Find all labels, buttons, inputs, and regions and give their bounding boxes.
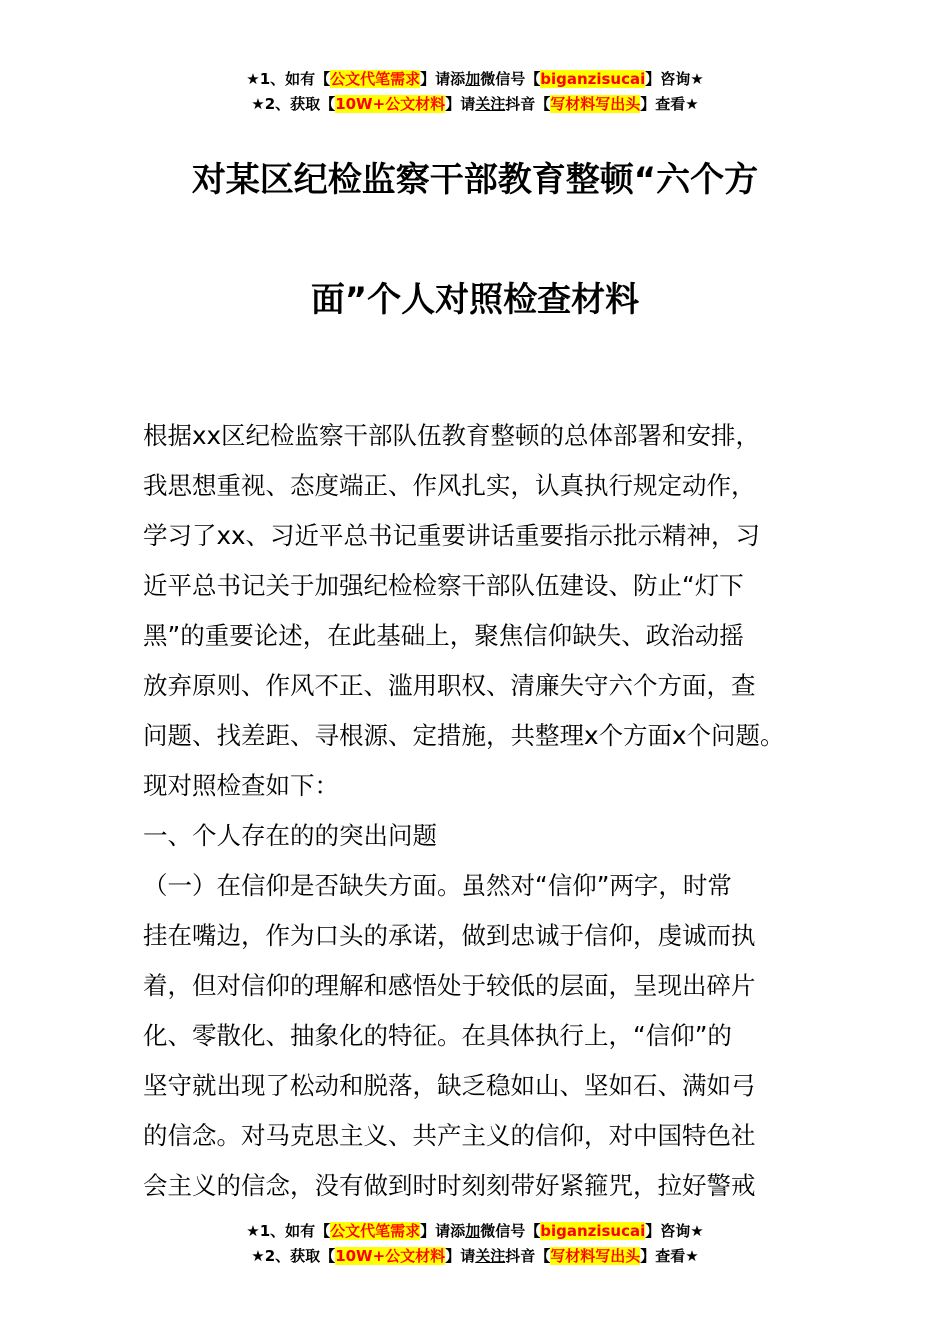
banner-text: 】查看★	[640, 95, 699, 113]
banner-line-1	[0, 1219, 950, 1244]
banner-line-2	[0, 92, 950, 117]
highlight-text: 写材料写出头	[550, 95, 641, 113]
banner-text: 微信号【	[480, 70, 541, 88]
section-heading: 一、个人存在的的突出问题	[143, 821, 437, 850]
document-title-line-1: 对某区纪检监察干部教育整顿“六个方	[191, 160, 759, 200]
highlight-text: 写材料写出头	[550, 1247, 641, 1265]
body-line: 现对照检查如下：	[143, 771, 339, 800]
footer-banner	[0, 1219, 950, 1269]
underlined-text: 加	[465, 1222, 481, 1240]
highlight-text: 10W+公文材料	[335, 1247, 446, 1265]
body-line: 会主义的信念，没有做到时时刻刻带好紧箍咒，拉好警戒	[143, 1171, 756, 1200]
body-line: （一）在信仰是否缺失方面。虽然对“信仰”两字，时常	[143, 871, 732, 900]
banner-text: ★2、获取【	[251, 1247, 336, 1265]
highlight-text: biganzisucai	[540, 70, 646, 88]
document-body	[143, 411, 843, 1211]
body-line: 近平总书记关于加强纪检检察干部队伍建设、防止“灯下	[143, 571, 744, 600]
body-line: 学习了xx、习近平总书记重要讲话重要指示批示精神，习	[143, 521, 760, 550]
body-line: 坚守就出现了松动和脱落，缺乏稳如山、坚如石、满如弓	[143, 1071, 756, 1100]
banner-text: 】查看★	[640, 1247, 699, 1265]
body-line: 放弃原则、作风不正、滥用职权、清廉失守六个方面，查	[143, 671, 756, 700]
underlined-text: 关注	[475, 95, 506, 113]
underlined-text: 关注	[475, 1247, 506, 1265]
highlight-text: 公文代笔需求	[330, 70, 421, 88]
body-line: 问题、找差距、寻根源、定措施，共整理x个方面x个问题。	[143, 721, 785, 750]
body-line: 黑”的重要论述，在此基础上，聚焦信仰缺失、政治动摇	[143, 621, 744, 650]
highlight-text: 公文代笔需求	[330, 1222, 421, 1240]
banner-text: 】请添	[420, 70, 466, 88]
banner-text: 】请	[445, 1247, 476, 1265]
banner-text: 微信号【	[480, 1222, 541, 1240]
banner-text: 抖音【	[505, 1247, 551, 1265]
banner-text: 】请	[445, 95, 476, 113]
highlight-text: 10W+公文材料	[335, 95, 446, 113]
banner-text: ★1、如有【	[246, 70, 331, 88]
banner-line-2	[0, 1244, 950, 1269]
body-line: 化、零散化、抽象化的特征。在具体执行上，“信仰”的	[143, 1021, 732, 1050]
document-title-line-2: 面”个人对照检查材料	[310, 280, 640, 320]
header-banner	[0, 67, 950, 117]
body-line: 的信念。对马克思主义、共产主义的信仰，对中国特色社	[143, 1121, 756, 1150]
highlight-text: biganzisucai	[540, 1222, 646, 1240]
banner-text: 】咨询★	[645, 70, 704, 88]
body-line: 着，但对信仰的理解和感悟处于较低的层面，呈现出碎片	[143, 971, 756, 1000]
banner-text: 抖音【	[505, 95, 551, 113]
banner-text: ★2、获取【	[251, 95, 336, 113]
banner-text: 】咨询★	[645, 1222, 704, 1240]
banner-text: 】请添	[420, 1222, 466, 1240]
body-line: 我思想重视、态度端正、作风扎实，认真执行规定动作，	[143, 471, 756, 500]
body-line: 挂在嘴边，作为口头的承诺，做到忠诚于信仰，虔诚而执	[143, 921, 756, 950]
body-line: 根据xx区纪检监察干部队伍教育整顿的总体部署和安排，	[143, 421, 760, 450]
banner-line-1	[0, 67, 950, 92]
banner-text: ★1、如有【	[246, 1222, 331, 1240]
underlined-text: 加	[465, 70, 481, 88]
